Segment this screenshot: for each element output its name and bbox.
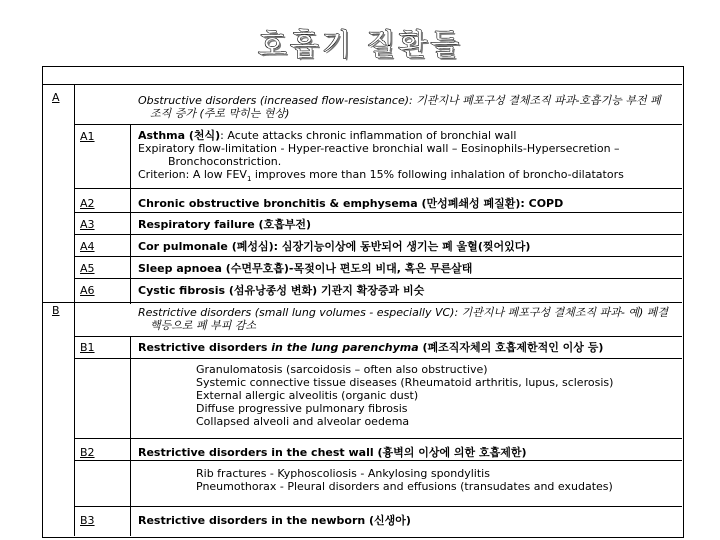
section-a-heading-line2: 조직 증가 (주로 막히는 현상): [150, 107, 290, 120]
item-b1-title-pre: Restrictive disorders: [138, 341, 272, 354]
item-label-a5: A5: [80, 262, 95, 275]
item-label-b1: B1: [80, 341, 95, 354]
item-b1-title-post: (폐조직자체의 호흡제한적인 이상 등): [418, 341, 604, 354]
item-a1-subscript: 1: [246, 175, 252, 184]
item-a2-text: Chronic obstructive bronchitis & emphysema (만성폐쇄성 폐질환): COPD: [138, 197, 564, 210]
item-a1-title-rest: : Acute attacks chronic inflammation of bronchial wall: [220, 129, 517, 142]
row-divider: [74, 188, 682, 189]
item-a4-text: Cor pulmonale (폐성심): 심장기능이상에 동반되어 생기는 폐 울혈(찢어있다): [138, 240, 531, 253]
list-item: Pneumothorax - Pleural disorders and effusions (transudates and exudates): [196, 480, 613, 493]
row-divider: [42, 302, 682, 303]
list-item: Systemic connective tissue diseases (Rheumatoid arthritis, lupus, sclerosis): [196, 376, 614, 389]
item-label-a1: A1: [80, 130, 95, 143]
item-b1-title: [138, 341, 603, 354]
item-a1-title: [138, 129, 624, 142]
list-item: Granulomatosis (sarcoidosis – often also obstructive): [196, 363, 488, 376]
list-item: Rib fractures - Kyphoscoliosis - Ankylosing spondylitis: [196, 467, 490, 480]
item-label-a6: A6: [80, 284, 95, 297]
item-a1-content: [138, 129, 624, 186]
item-label-a3: A3: [80, 218, 95, 231]
item-a3-text: Respiratory failure (호흡부전): [138, 218, 312, 231]
page-title: 호흡기 질환들: [257, 28, 463, 63]
row-divider: [42, 84, 682, 85]
item-label-a4: A4: [80, 240, 95, 253]
item-a1-line4: [138, 168, 624, 186]
item-label-a2: A2: [80, 197, 95, 210]
row-divider: [74, 336, 682, 337]
row-divider: [74, 256, 682, 257]
item-label-b2: B2: [80, 446, 95, 459]
item-a5-text: Sleep apnoea (수면무호흡)-목젖이나 편도의 비대, 혹은 무른살태: [138, 262, 473, 275]
section-a-heading-line1: Obstructive disorders (increased flow-resistance): 기관지나 폐포구성 결체조직 파과-호흡기능 부전 폐: [138, 94, 661, 107]
row-divider: [74, 124, 682, 125]
item-label-b3: B3: [80, 514, 95, 527]
item-b2-text: Restrictive disorders in the chest wall (흉벽의 이상에 의한 호흡제한): [138, 446, 527, 459]
section-b-heading-line1: Restrictive disorders (small lung volumes - especially VC): 기관지나 폐포구성 결체조직 파과- 예) 폐결: [138, 306, 669, 319]
list-item: Diffuse progressive pulmonary fibrosis: [196, 402, 408, 415]
row-divider: [74, 212, 682, 213]
item-b3-text: Restrictive disorders in the newborn (신생아): [138, 514, 411, 527]
row-divider: [74, 460, 682, 461]
column-divider-inner: [130, 124, 131, 304]
row-divider: [74, 358, 682, 359]
item-a1-title-bold: Asthma (천식): [138, 129, 221, 142]
item-a6-text: Cystic fibrosis (섬유낭종성 변화) 기관지 확장증과 비슷: [138, 284, 425, 297]
section-b-heading: [138, 306, 668, 332]
item-a1-criterion: Criterion: A low FEV: [138, 168, 247, 181]
table-header-row: [42, 66, 682, 85]
row-divider: [74, 438, 682, 439]
item-a1-line3: Bronchoconstriction.: [168, 155, 282, 168]
item-a1-criterion-rest: improves more than 15% following inhalation of broncho-dilatators: [251, 168, 624, 181]
item-b2-details: [196, 467, 613, 493]
row-divider: [74, 506, 682, 507]
list-item: Collapsed alveoli and alveolar oedema: [196, 415, 410, 428]
section-label-a: A: [52, 91, 60, 104]
section-label-b: B: [52, 304, 60, 317]
item-b1-title-italic: in the lung parenchyma: [271, 341, 419, 354]
row-divider: [74, 234, 682, 235]
item-b1-details: [196, 363, 613, 428]
row-divider: [74, 278, 682, 279]
list-item: External allergic alveolitis (organic dust): [196, 389, 419, 402]
item-a1-line2: Expiratory flow-limitation - Hyper-reactive bronchial wall – Eosinophils-Hypersecretion –: [138, 142, 620, 155]
section-a-heading: [138, 94, 661, 120]
column-divider-outer: [74, 84, 75, 536]
section-b-heading-line2: 핵등으로 폐 부피 감소: [150, 319, 257, 332]
